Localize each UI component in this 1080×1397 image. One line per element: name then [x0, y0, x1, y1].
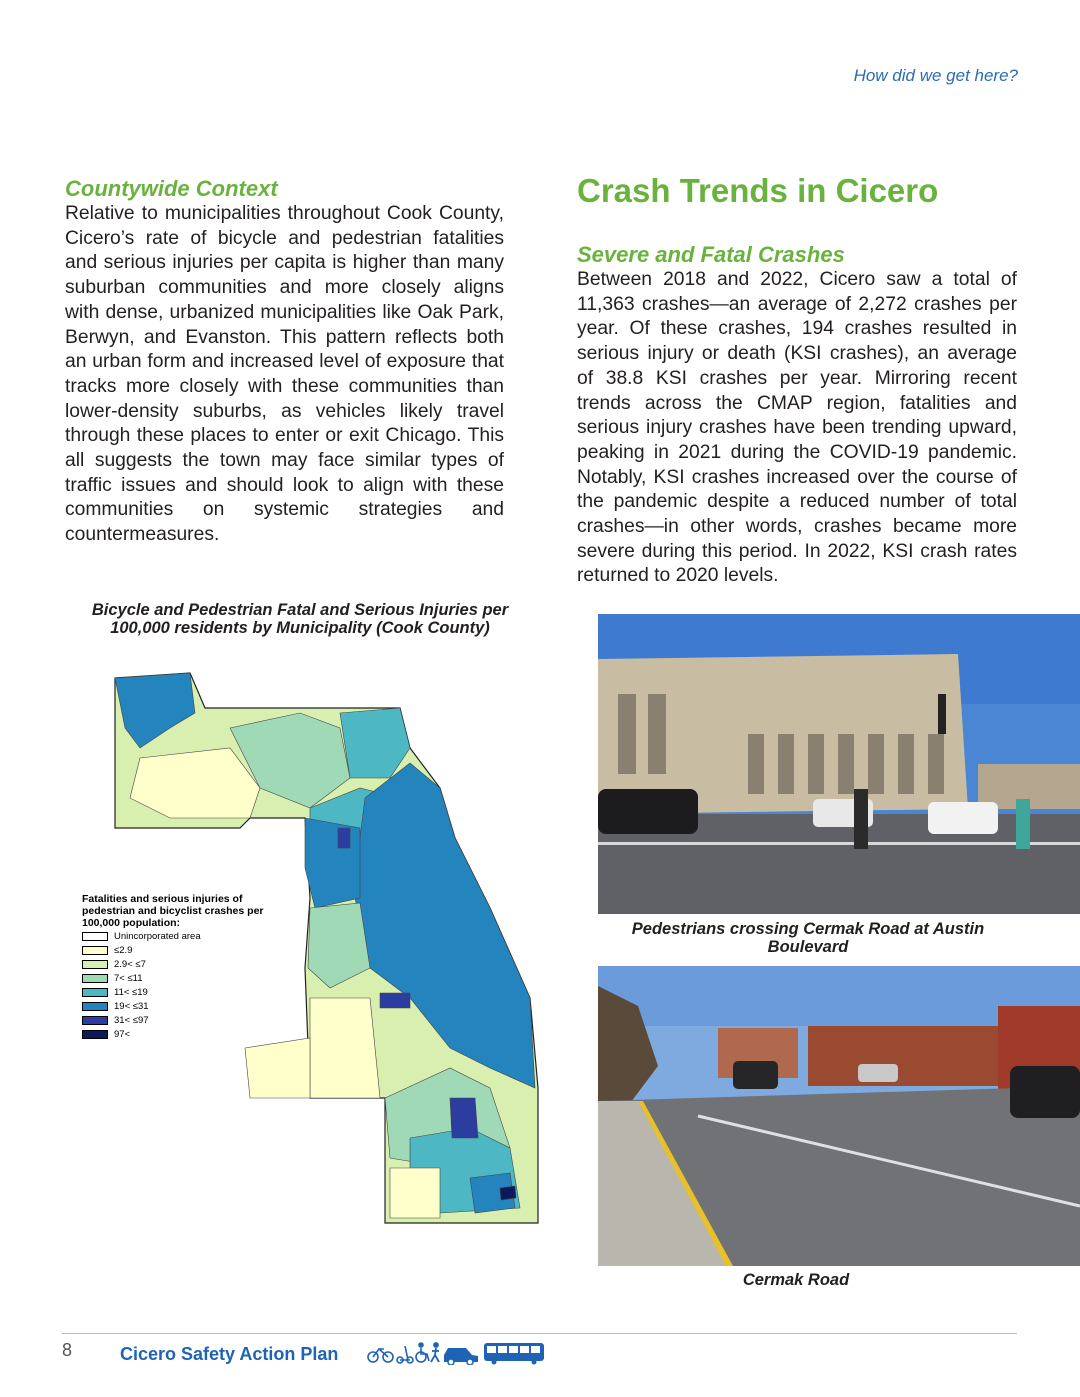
photo2-building-2 [808, 1026, 1008, 1086]
page-number: 8 [62, 1340, 73, 1360]
pedestrian-icon [431, 1343, 439, 1362]
bicycle-icon [368, 1349, 393, 1362]
legend-swatch [82, 1002, 108, 1011]
map-region-cicero [338, 828, 350, 848]
legend-swatch [82, 1016, 108, 1025]
legend-swatch [82, 974, 108, 983]
legend-item [82, 971, 282, 985]
map-region-southwest-2 [245, 1038, 310, 1098]
map-region-west-1 [305, 818, 360, 908]
section-tag: How did we get here? [853, 66, 1018, 85]
countywide-context-heading: Countywide Context [65, 176, 278, 201]
countywide-context-body: Relative to municipalities throughout Cook County, Cicero’s rate of bicycle and pedestrian fatalities and serious injuries per capita is higher than many suburban communities and more closely aligns with dense, urbanized municipalities like Oak Park, Berwyn, and Evanston. This pattern reflects both an urban form and increased level of exposure that tracks more closely with these communities than lower-density suburbs, as vehicles likely travel through these places to enter or exit Chicago. This all suggests the town may face similar types of traffic issues and should look to align with these communities on systemic strategies and countermeasures. [65, 203, 504, 546]
severe-fatal-body: Between 2018 and 2022, Cicero saw a total of 11,363 crashes—an average of 2,272 crashes per year. Of these crashes, 194 crashes resulted in serious injury or death (KSI crashes), an average of 38.8 KSI crashes per year. Mirroring recent trends across the CMAP region, fatalities and serious injury crashes have been trending upward, peaking in 2021 during the COVID-19 pandemic. Notably, KSI crashes increased over the course of the pandemic despite a reduced number of total crashes—in other words, crashes became more severe during this period. In 2022, KSI crash rates returned to 2020 levels. [577, 269, 1017, 587]
bus-icon [484, 1343, 544, 1365]
map-region-high-2 [450, 1098, 478, 1138]
photo-pedestrian-1 [854, 789, 868, 849]
car-icon [444, 1348, 478, 1365]
map-region-high-1 [380, 993, 410, 1008]
legend-item [82, 985, 282, 999]
map-region-far-south [390, 1168, 440, 1218]
wheelchair-icon [416, 1343, 429, 1362]
footer-mode-icons [366, 1341, 546, 1365]
legend-swatch [82, 932, 108, 941]
legend-item [82, 957, 282, 971]
legend-item [82, 1013, 282, 1027]
legend-label: Unincorporated area [114, 930, 201, 942]
legend-label: 11< ≤19 [114, 986, 148, 998]
photo2-dark-car [733, 1061, 778, 1089]
photo-black-car [598, 789, 698, 834]
page-title: Crash Trends in Cicero [577, 172, 939, 209]
legend-title: Fatalities and serious injuries of pedestrian and bicyclist crashes per 100,000 population: [82, 893, 264, 929]
legend-swatch [82, 960, 108, 969]
map-region-highest [500, 1186, 516, 1200]
map-legend [82, 893, 282, 1041]
photo2-silver-car [858, 1064, 898, 1082]
photo-caption-1: Pedestrians crossing Cermak Road at Austin Boulevard [631, 920, 985, 956]
legend-label: 2.9< ≤7 [114, 958, 146, 970]
legend-item [82, 999, 282, 1013]
footer-divider [62, 1333, 1017, 1334]
legend-swatch [82, 988, 108, 997]
legend-label: 19< ≤31 [114, 1000, 149, 1012]
legend-item [82, 1027, 282, 1041]
map-caption: Bicycle and Pedestrian Fatal and Serious Injuries per 100,000 residents by Municipality (Cook County) [91, 601, 509, 637]
severe-fatal-heading: Severe and Fatal Crashes [577, 242, 845, 267]
scooter-icon [397, 1346, 413, 1363]
photo-caption-2: Cermak Road [742, 1271, 850, 1289]
legend-rows [82, 929, 282, 1041]
photo-traffic-signal [938, 694, 946, 734]
photo-cermak-road [598, 966, 1080, 1266]
legend-item [82, 929, 282, 943]
legend-label: 7< ≤11 [114, 972, 143, 984]
right-column [577, 242, 1017, 589]
legend-swatch [82, 946, 108, 955]
photo-road-line [598, 842, 1080, 845]
photo2-black-car [1010, 1066, 1080, 1118]
photo-white-suv [928, 802, 998, 834]
legend-item [82, 943, 282, 957]
footer-title: Cicero Safety Action Plan [120, 1344, 339, 1364]
photo-pedestrian-2 [1016, 799, 1030, 849]
legend-label: 97< [114, 1028, 131, 1040]
left-column [65, 176, 504, 548]
legend-swatch [82, 1030, 108, 1039]
legend-label: 31< ≤97 [114, 1014, 149, 1026]
legend-label: ≤2.9 [114, 944, 133, 956]
map-region-southwest-1 [310, 998, 380, 1098]
photo-cermak-austin [598, 614, 1080, 914]
